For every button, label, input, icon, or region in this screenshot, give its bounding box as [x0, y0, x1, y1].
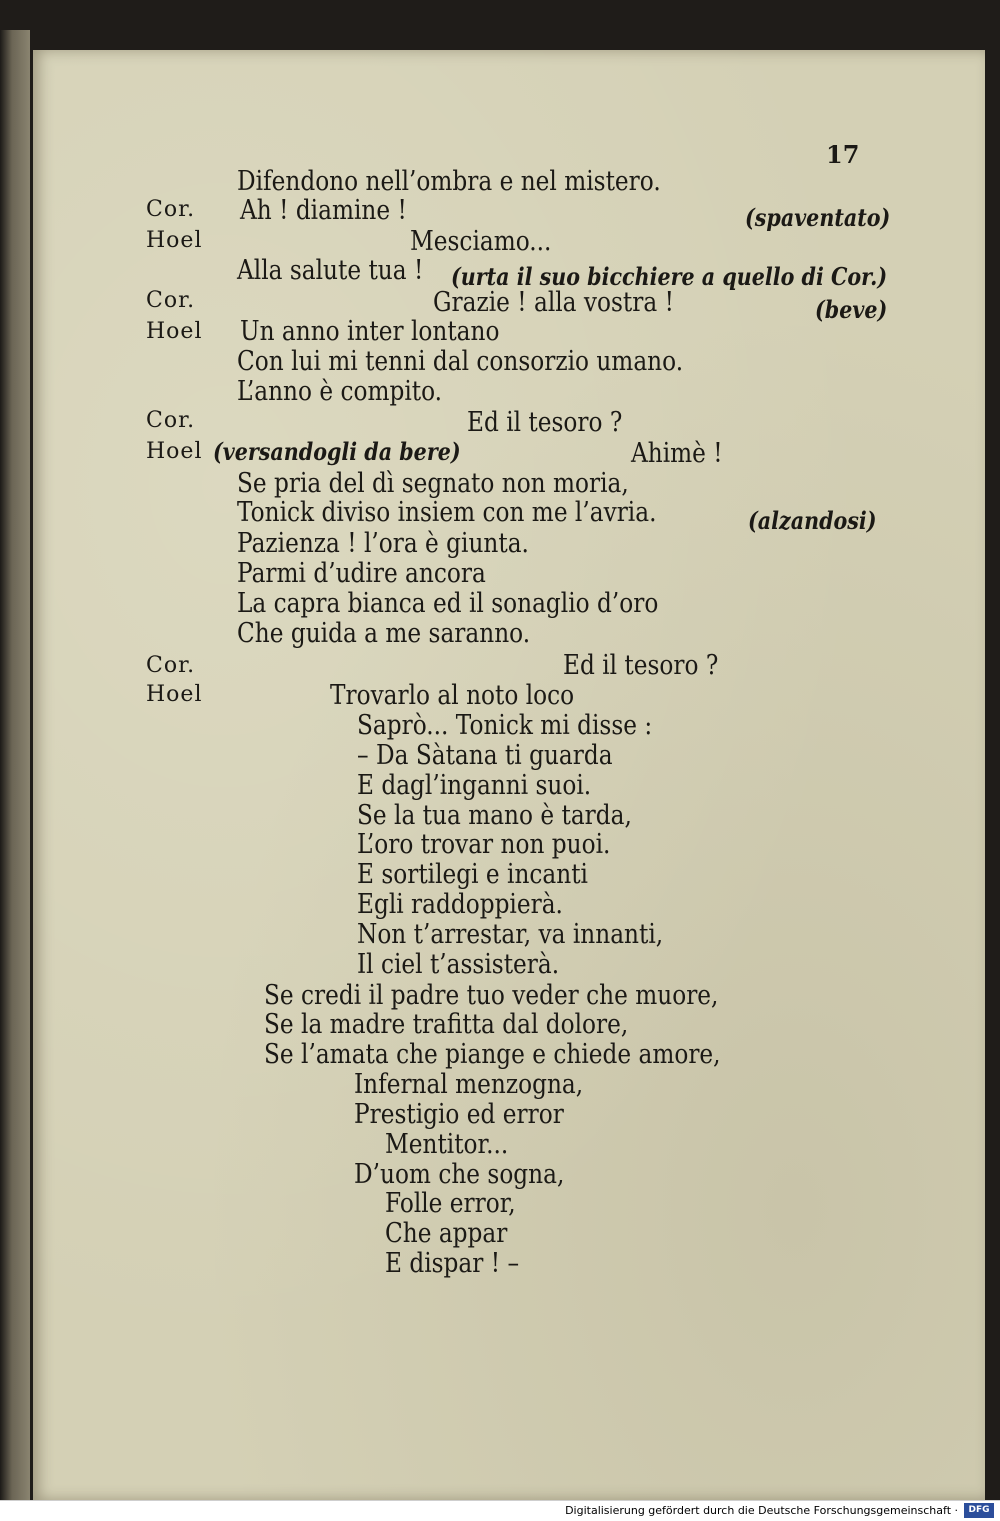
verse-line: Difendono nell’ombra e nel mistero.	[237, 166, 661, 197]
verse-line: L’oro trovar non puoi.	[357, 829, 611, 860]
verse-line: Grazie ! alla vostra !	[433, 287, 674, 318]
verse-line: Non t’arrestar, va innanti,	[357, 919, 664, 950]
verse-line: Parmi d’udire ancora	[237, 558, 486, 589]
verse-line: Se l’amata che piange e chiede amore,	[264, 1039, 721, 1070]
verse-line: D’uom che sogna,	[354, 1159, 565, 1190]
digitization-footer	[0, 1500, 1000, 1521]
funding-credit: Digitalisierung gefördert durch die Deutsche Forschungsgemeinschaft ·	[565, 1504, 958, 1517]
verse-line: Il ciel t’assisterà.	[357, 949, 560, 980]
verse-line: Infernal menzogna,	[354, 1069, 584, 1100]
stage-direction: (versandogli da bere)	[213, 437, 461, 466]
verse-line: Folle error,	[385, 1188, 516, 1219]
stage-direction: (urta il suo bicchiere a quello di Cor.)	[451, 262, 888, 291]
verse-line: E dispar ! –	[385, 1248, 520, 1279]
verse-line: Ah ! diamine !	[240, 195, 407, 226]
verse-line: E sortilegi e incanti	[357, 859, 588, 890]
verse-line: – Da Sàtana ti guarda	[357, 740, 613, 771]
speaker-label: Hoel	[146, 682, 203, 707]
verse-line: Saprò... Tonick mi disse :	[357, 710, 653, 741]
verse-line: Che appar	[385, 1218, 508, 1249]
verse-line: E dagl’inganni suoi.	[357, 770, 592, 801]
verse-line: Prestigio ed error	[354, 1099, 564, 1130]
facing-page-edge	[0, 30, 30, 1500]
verse-line: Se credi il padre tuo veder che muore,	[264, 980, 719, 1011]
verse-line: La capra bianca ed il sonaglio d’oro	[237, 588, 659, 619]
verse-line: Se la madre trafitta dal dolore,	[264, 1009, 629, 1040]
verse-line: Mesciamo...	[410, 226, 552, 257]
verse-line: Un anno inter lontano	[240, 316, 500, 347]
page-number: 17	[826, 140, 860, 169]
verse-line: Ahimè !	[631, 438, 723, 469]
stage-direction: (alzandosi)	[748, 506, 877, 535]
speaker-label: Hoel	[146, 439, 203, 464]
verse-line: Ed il tesoro ?	[467, 407, 623, 438]
stage-direction: (spaventato)	[745, 203, 891, 232]
speaker-label: Hoel	[146, 228, 203, 253]
verse-line: Ed il tesoro ?	[563, 650, 719, 681]
verse-line: Se pria del dì segnato non moria,	[237, 468, 629, 499]
speaker-label: Cor.	[146, 653, 196, 678]
verse-line: Se la tua mano è tarda,	[357, 800, 632, 831]
verse-line: Pazienza ! l’ora è giunta.	[237, 528, 529, 559]
verse-line: Alla salute tua !	[237, 255, 424, 286]
speaker-label: Hoel	[146, 319, 203, 344]
verse-line: Che guida a me saranno.	[237, 618, 531, 649]
stage-direction: (beve)	[815, 295, 888, 324]
verse-line: L’anno è compito.	[237, 376, 443, 407]
verse-line: Tonick diviso insiem con me l’avria.	[237, 497, 657, 528]
verse-line: Trovarlo al noto loco	[330, 680, 575, 711]
speaker-label: Cor.	[146, 408, 196, 433]
speaker-label: Cor.	[146, 288, 196, 313]
dfg-logo-icon: DFG	[964, 1503, 994, 1518]
speaker-label: Cor.	[146, 197, 196, 222]
verse-line: Con lui mi tenni dal consorzio umano.	[237, 346, 684, 377]
verse-line: Egli raddoppierà.	[357, 889, 563, 920]
verse-line: Mentitor...	[385, 1129, 509, 1160]
